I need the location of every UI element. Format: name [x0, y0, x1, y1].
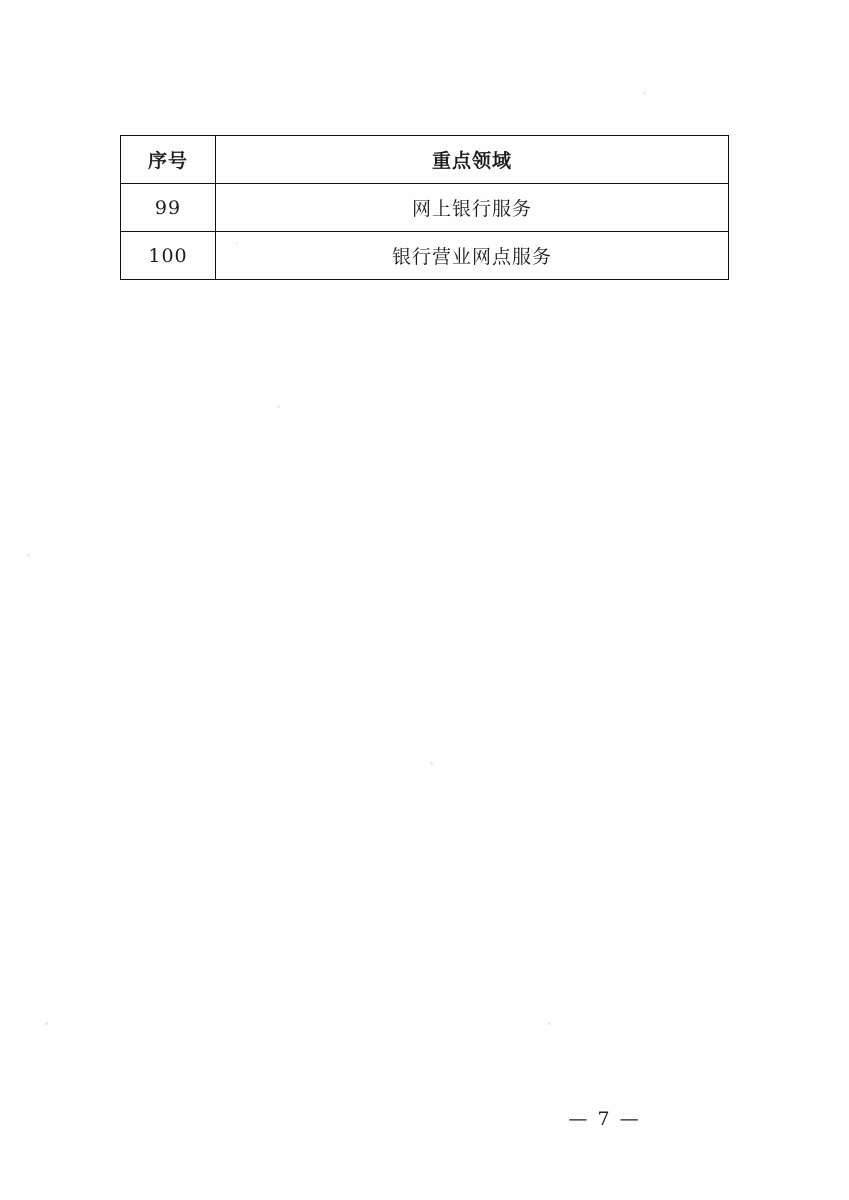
- cell-no: 99: [121, 184, 216, 232]
- scan-speckle: [277, 405, 280, 408]
- cell-no: 100: [121, 232, 216, 280]
- scan-speckle: [548, 1022, 551, 1025]
- scan-speckle: [45, 1022, 48, 1025]
- key-areas-table: [120, 135, 729, 280]
- scan-speckle: [27, 554, 30, 557]
- column-header-no: 序号: [121, 136, 216, 184]
- cell-area: 银行营业网点服务: [216, 232, 729, 280]
- table-row: [121, 232, 729, 280]
- scan-speckle: [643, 92, 646, 95]
- page-number-label: — 7 —: [568, 1108, 641, 1130]
- page-number: [0, 1108, 849, 1130]
- table-row: [121, 184, 729, 232]
- key-areas-table-container: [120, 135, 728, 280]
- column-header-area: 重点领域: [216, 136, 729, 184]
- table-header-row: [121, 136, 729, 184]
- cell-area: 网上银行服务: [216, 184, 729, 232]
- scan-speckle: [430, 762, 433, 765]
